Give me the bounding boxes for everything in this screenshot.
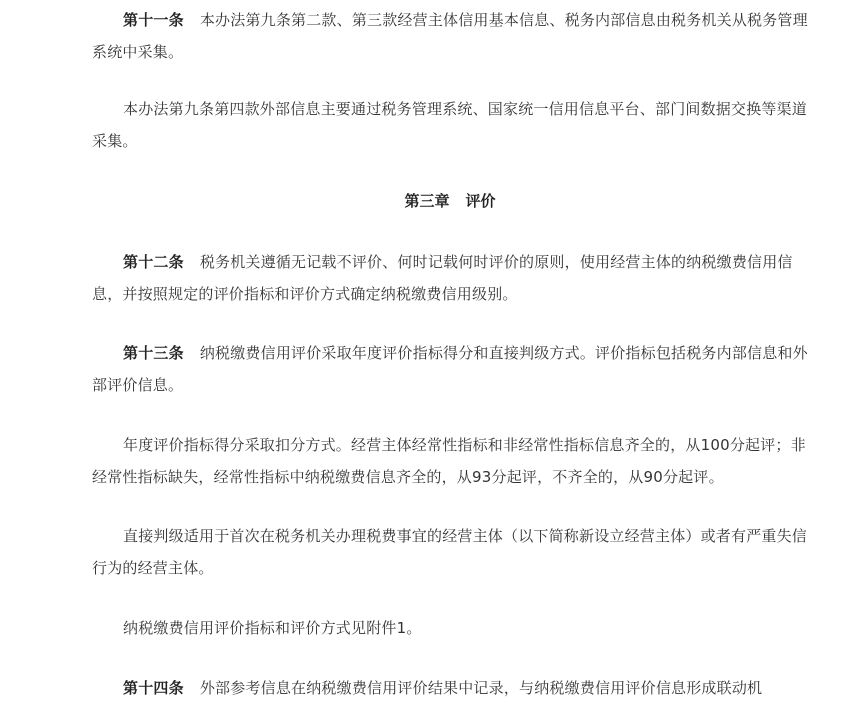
paragraph-external-info <box>92 93 808 157</box>
paragraph-article-12 <box>92 246 808 310</box>
chapter-title: 评价 <box>465 192 496 210</box>
paragraph-annual-score <box>92 429 808 493</box>
article-number: 第十三条 <box>123 344 184 362</box>
paragraph-text: 纳税缴费信用评价指标和评价方式见附件1。 <box>123 619 422 637</box>
article-number: 第十四条 <box>123 679 184 697</box>
chapter-number: 第三章 <box>404 192 450 210</box>
article-number: 第十一条 <box>123 11 184 29</box>
paragraph-article-11 <box>92 4 808 68</box>
paragraph-text: 年度评价指标得分采取扣分方式。经营主体经常性指标和非经常性指标信息齐全的，从100分起评；非经常性指标缺失，经常性指标中纳税缴费信息齐全的，从93分起评，不齐全的，从90分起评。 <box>92 436 806 486</box>
paragraph-text: 直接判级适用于首次在税务机关办理税费事宜的经营主体（以下简称新设立经营主体）或者有严重失信行为的经营主体。 <box>92 527 808 577</box>
chapter-heading <box>92 185 808 217</box>
article-number: 第十二条 <box>123 253 184 271</box>
paragraph-article-13 <box>92 337 808 401</box>
paragraph-attachment <box>92 612 808 644</box>
paragraph-text: 税务机关遵循无记载不评价、何时记载何时评价的原则，使用经营主体的纳税缴费信用信息，并按照规定的评价指标和评价方式确定纳税缴费信用级别。 <box>92 253 793 303</box>
paragraph-article-14 <box>92 672 808 704</box>
paragraph-text: 本办法第九条第四款外部信息主要通过税务管理系统、国家统一信用信息平台、部门间数据交换等渠道采集。 <box>92 100 808 150</box>
paragraph-direct-rating <box>92 520 808 584</box>
paragraph-text: 纳税缴费信用评价采取年度评价指标得分和直接判级方式。评价指标包括税务内部信息和外部评价信息。 <box>92 344 808 394</box>
paragraph-text: 本办法第九条第二款、第三款经营主体信用基本信息、税务内部信息由税务机关从税务管理系统中采集。 <box>92 11 808 61</box>
paragraph-text: 外部参考信息在纳税缴费信用评价结果中记录，与纳税缴费信用评价信息形成联动机 <box>199 679 763 697</box>
